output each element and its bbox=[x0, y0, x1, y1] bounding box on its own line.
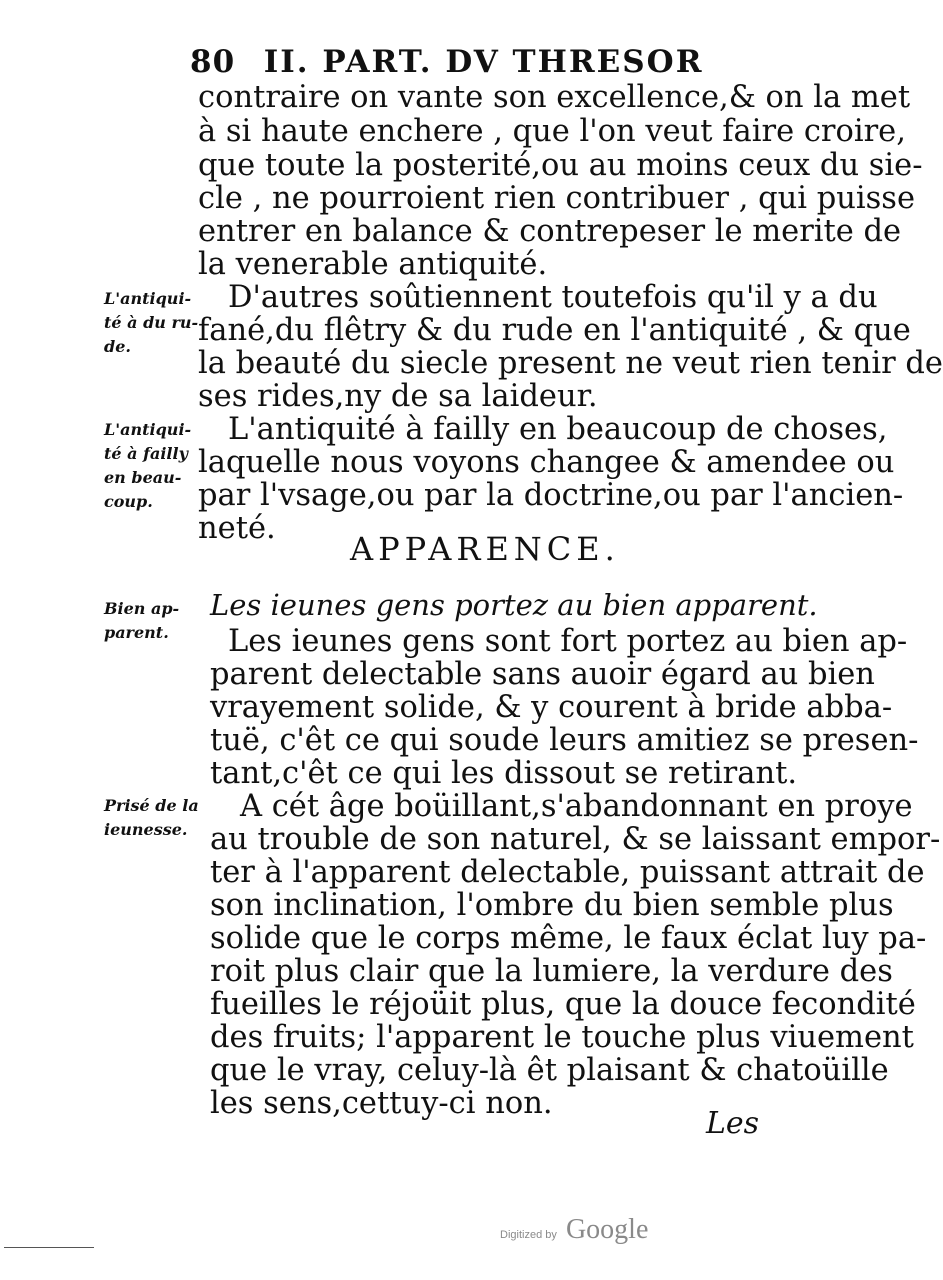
section-line: A cét âge boüillant,s'abandonnant en proye bbox=[240, 789, 913, 824]
body-line: que toute la posterité,ou au moins ceux du sie- bbox=[198, 148, 923, 183]
digitization-watermark bbox=[500, 1214, 648, 1246]
section-subtitle: Les ieunes gens portez au bien apparent. bbox=[210, 588, 818, 622]
margin-note: L'antiqui- té à failly en beau- coup. bbox=[104, 420, 192, 511]
section-line: tuë, c'êt ce qui soude leurs amitiez se presen- bbox=[210, 723, 919, 758]
section-line: au trouble de son naturel, & se laissant empor- bbox=[210, 822, 941, 857]
section-line: vrayement solide, & y courent à bride abba- bbox=[210, 690, 893, 725]
section-line: tant,c'êt ce qui les dissout se retirant. bbox=[210, 756, 798, 791]
running-header bbox=[190, 44, 704, 80]
body-line: fané,du flêtry & du rude en l'antiquité , & que bbox=[198, 313, 911, 348]
section-line: Les ieunes gens sont fort portez au bien ap- bbox=[228, 624, 908, 659]
section-line: parent delectable sans auoir égard au bien bbox=[210, 657, 875, 692]
body-line: D'autres soûtiennent toutefois qu'il y a du bbox=[228, 280, 878, 315]
body-line: par l'vsage,ou par la doctrine,ou par l'ancien- bbox=[198, 478, 904, 513]
section-line: roit plus clair que la lumiere, la verdure des bbox=[210, 954, 893, 989]
body-line: contraire on vante son excellence,& on la met bbox=[198, 80, 911, 115]
margin-note: L'antiqui- té à du ru- de. bbox=[104, 289, 199, 356]
section-line: les sens,cettuy-ci non. bbox=[210, 1086, 553, 1121]
body-line: neté. bbox=[198, 511, 276, 546]
body-line: la beauté du siecle present ne veut rien tenir de bbox=[198, 346, 943, 381]
section-line: fueilles le réjoüit plus, que la douce fecondité bbox=[210, 987, 916, 1022]
section-line: ter à l'apparent delectable, puissant attrait de bbox=[210, 855, 925, 890]
catchword: Les bbox=[706, 1106, 760, 1141]
body-line: à si haute enchere , que l'on veut faire croire, bbox=[198, 114, 906, 149]
running-title: II. PART. DV THRESOR bbox=[263, 44, 704, 80]
page-number: 80 bbox=[190, 44, 236, 80]
margin-note: Prisé de la ieunesse. bbox=[104, 796, 199, 839]
section-title: APPARENCE. bbox=[350, 530, 620, 568]
body-line: entrer en balance & contrepeser le merite de bbox=[198, 214, 902, 249]
watermark-prefix: Digitized by bbox=[500, 1229, 557, 1241]
body-line: la venerable antiquité. bbox=[198, 247, 548, 282]
body-line: cle , ne pourroient rien contribuer , qui puisse bbox=[198, 181, 915, 216]
section-line: que le vray, celuy-là êt plaisant & chatoüille bbox=[210, 1053, 889, 1088]
section-line: des fruits; l'apparent le touche plus viuement bbox=[210, 1020, 914, 1055]
body-line: laquelle nous voyons changee & amendee ou bbox=[198, 445, 895, 480]
section-line: son inclination, l'ombre du bien semble plus bbox=[210, 888, 894, 923]
bottom-rule bbox=[4, 1247, 94, 1248]
watermark-brand: Google bbox=[565, 1214, 649, 1245]
body-line: ses rides,ny de sa laideur. bbox=[198, 379, 598, 414]
margin-note: Bien ap- parent. bbox=[104, 599, 180, 642]
section-line: solide que le corps même, le faux éclat luy pa- bbox=[210, 921, 927, 956]
body-line: L'antiquité à failly en beaucoup de choses, bbox=[228, 412, 888, 447]
